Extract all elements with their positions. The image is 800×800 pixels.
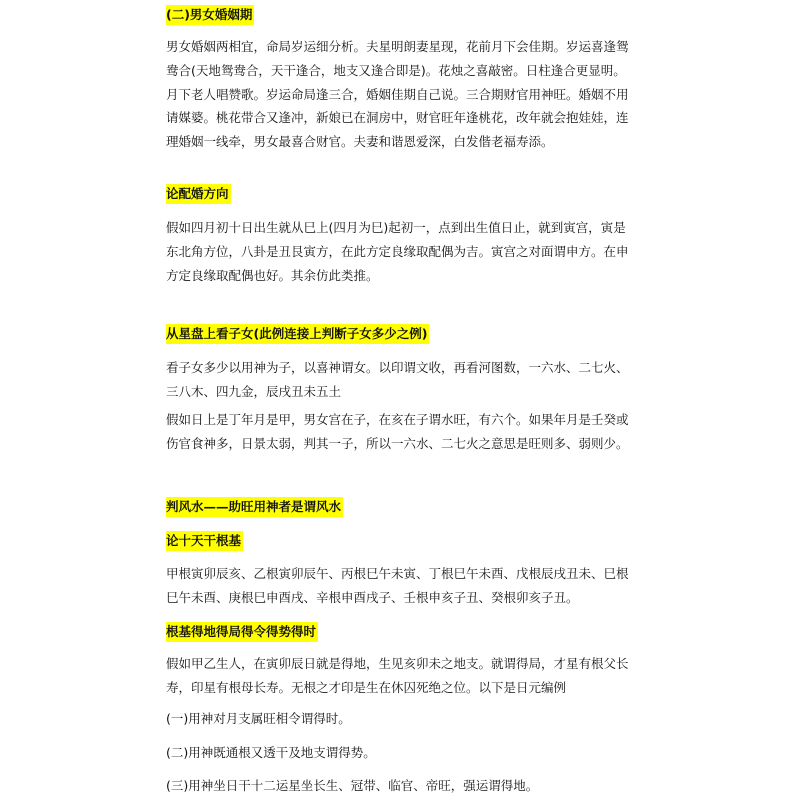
- children-heading-block: [166, 323, 646, 344]
- fengshui-heading: 判风水——助旺用神者是谓风水: [166, 497, 343, 517]
- rule-2: [166, 741, 646, 765]
- season-heading: 根基得地得局得令得势得时: [166, 622, 318, 642]
- text-line: 假如甲乙生人，在寅卯辰日就是得地，生见亥卯未之地支。就谓得局，才星有根父长: [166, 656, 629, 671]
- direction-paragraph: [166, 216, 646, 287]
- marriage-heading-block: [166, 4, 646, 25]
- marriage-paragraph: [166, 35, 646, 154]
- text-line: 看子女多少以用神为子，以喜神谓女。以印谓文收，再看河图数，一六水、二七火、: [166, 360, 629, 375]
- text-line: 男女婚姻两相宜，命局岁运细分析。夫星明朗妻星现，花前月下会佳期。岁运喜逢鸳: [166, 39, 629, 54]
- text-line: 伤官食神多，日景太弱，判其一子，所以一六水、二七火之意思是旺则多、弱则少。: [166, 435, 629, 451]
- roots-heading-block: [166, 530, 646, 551]
- fengshui-heading-block: [166, 496, 646, 517]
- text-line: 东北角方位，八卦是丑艮寅方，在此方定良缘取配偶为吉。寅宫之对面谓申方。在申: [166, 243, 629, 259]
- text-line: 三八木、四九金，辰戌丑未五土: [166, 383, 342, 399]
- direction-heading: 论配婚方向: [166, 184, 231, 204]
- text-line: (三)用神坐日干十二运星坐长生、冠带、临官、帝旺，强运谓得地。: [166, 778, 539, 793]
- text-line: 巳午未酉、庚根巳申酉戌、辛根申酉戌子、壬根申亥子丑、癸根卯亥子丑。: [166, 589, 579, 605]
- text-line: 鸯合(天地鸳鸯合，天干逢合，地支又逢合即是)。花烛之喜敲密。日柱逢合更显明。: [166, 62, 626, 78]
- roots-heading: 论十天干根基: [166, 531, 243, 551]
- children-heading: 从星盘上看子女(此例连接上判断子女多少之例): [166, 324, 429, 344]
- rule-3: [166, 774, 646, 798]
- children-paragraph-1: [166, 356, 646, 404]
- children-paragraph-2: [166, 408, 646, 456]
- text-line: 寿，印星有根母长寿。无根之才印是生在休囚死绝之位。以下是日元编例: [166, 679, 567, 695]
- text-line: 请媒婆。桃花带合又逢冲，新娘已在洞房中，财官旺年逢桃花，改年就会抱娃娃，连: [166, 110, 629, 126]
- text-line: 月下老人唱赞歌。岁运命局逢三合，婚姻佳期自己说。三合期财官用神旺。婚姻不用: [166, 86, 629, 102]
- roots-paragraph: [166, 562, 646, 610]
- text-line: 方定良缘取配偶也好。其余仿此类推。: [166, 267, 379, 283]
- text-line: 甲根寅卯辰亥、乙根寅卯辰午、丙根巳午未寅、丁根巳午未酉、戊根辰戌丑未、巳根: [166, 566, 629, 581]
- direction-heading-block: [166, 183, 646, 204]
- rule-1: [166, 707, 646, 731]
- text-line: 假如日上是丁年月是甲，男女宫在子，在亥在子谓水旺，有六个。如果年月是壬癸或: [166, 412, 629, 427]
- season-heading-block: [166, 621, 646, 642]
- marriage-heading: (二)男女婚姻期: [166, 5, 254, 25]
- text-line: 假如四月初十日出生就从巳上(四月为巳)起初一，点到出生值日止，就到寅宫，寅是: [166, 220, 626, 235]
- text-line: (二)用神既通根又透干及地支谓得势。: [166, 745, 376, 760]
- text-line: (一)用神对月支属旺相令谓得时。: [166, 711, 351, 726]
- season-paragraph: [166, 652, 646, 700]
- text-line: 理婚姻一线牵，男女最喜合财官。夫妻和谐恩爱深，白发偕老福寿添。: [166, 134, 554, 150]
